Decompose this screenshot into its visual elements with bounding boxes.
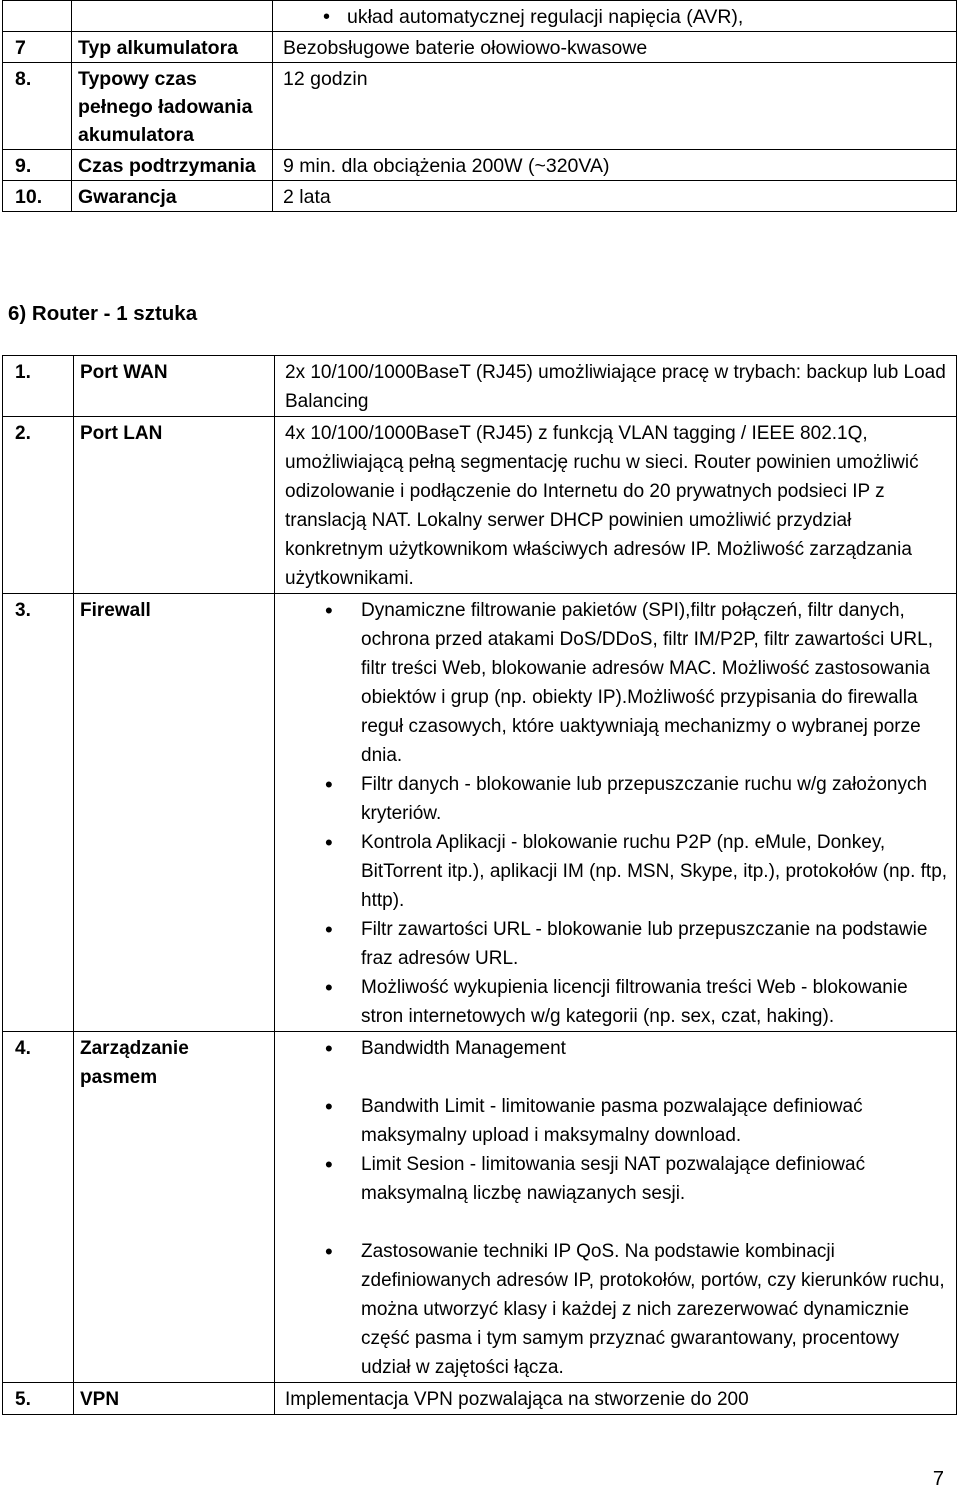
table-row: [3, 181, 957, 212]
row-value: Bezobsługowe baterie ołowiowo-kwasowe: [273, 32, 957, 63]
row-number: 5.: [3, 1383, 74, 1415]
list-item: • układ automatycznej regulacji napięcia (AVR),: [283, 3, 950, 31]
row-label: Gwarancja: [72, 181, 273, 212]
row-label: Port WAN: [74, 356, 275, 417]
row-value: 2x 10/100/1000BaseT (RJ45) umożliwiające pracę w trybach: backup lub Load Balancing: [275, 356, 957, 417]
table-row: [3, 63, 957, 150]
row-value: 2 lata: [273, 181, 957, 212]
row-label: Zarządzanie pasmem: [74, 1032, 275, 1383]
row-label: Typowy czas pełnego ładowania akumulatora: [72, 63, 273, 150]
bullet-list: [283, 3, 950, 31]
list-item: • Dynamiczne filtrowanie pakietów (SPI),filtr połączeń, filtr danych, ochrona przed atakami DoS/DDoS, filtr IM/P2P, filtr zawartości URL, filtr treści Web, blokowanie adresów MAC. Możliwość zastosowania obiektów i grup (np. obiekty IP).Możliwość przypisania do firewalla reguł czasowych, które uaktywniają mechanizmy o wybranej porze dnia.: [285, 596, 950, 770]
row-value: 12 godzin: [273, 63, 957, 150]
list-item: • Kontrola Aplikacji - blokowanie ruchu P2P (np. eMule, Donkey, BitTorrent itp.), aplikacji IM (np. MSN, Skype, itp.), protokołów (np. ftp, http).: [285, 828, 950, 915]
row-value: 9 min. dla obciążenia 200W (~320VA): [273, 150, 957, 181]
table-row: [3, 1032, 957, 1383]
row-label: Port LAN: [74, 417, 275, 594]
list-item: • Bandwith Limit - limitowanie pasma pozwalające definiować maksymalny upload i maksymalny download.: [285, 1092, 950, 1150]
table-row: [3, 356, 957, 417]
row-label: Typ alkumulatora: [72, 32, 273, 63]
bullet-list: [285, 596, 950, 1031]
list-item: • Możliwość wykupienia licencji filtrowania treści Web - blokowanie stron internetowych w/g kategorii (np. sex, czat, haking).: [285, 973, 950, 1031]
section-heading: 6) Router - 1 sztuka: [8, 302, 198, 325]
list-item: • Filtr danych - blokowanie lub przepuszczanie ruchu w/g założonych kryteriów.: [285, 770, 950, 828]
list-item: • Limit Sesion - limitowania sesji NAT pozwalające definiować maksymalną liczbę nawiązanych sesji.: [285, 1150, 950, 1208]
table-row: [3, 32, 957, 63]
row-value: Implementacja VPN pozwalająca na stworzenie do 200: [275, 1383, 957, 1415]
row-number: 7: [3, 32, 72, 63]
list-item: • Filtr zawartości URL - blokowanie lub przepuszczanie na podstawie fraz adresów URL.: [285, 915, 950, 973]
row-number: 2.: [3, 417, 74, 594]
table-row: [3, 1383, 957, 1415]
row-value: 4x 10/100/1000BaseT (RJ45) z funkcją VLAN tagging / IEEE 802.1Q, umożliwiającą pełną segmentację ruchu w sieci. Router powinien umożliwić odizolowanie i podłączenie do Internetu do 20 prywatnych podsieci IP z translacją NAT. Lokalny serwer DHCP powinien umożliwić przydział konkretnym użytkownikom właściwych adresów IP. Możliwość zarządzania użytkownikami.: [275, 417, 957, 594]
router-spec-table: [2, 355, 957, 1415]
table-row: [3, 594, 957, 1032]
row-number: 3.: [3, 594, 74, 1032]
table-row: [3, 417, 957, 594]
row-number: 4.: [3, 1032, 74, 1383]
page-number: 7: [932, 1468, 944, 1490]
row-label: Czas podtrzymania: [72, 150, 273, 181]
table-row: [3, 150, 957, 181]
list-item: • Zastosowanie techniki IP QoS. Na podstawie kombinacji zdefiniowanych adresów IP, protokołów, portów, czy kierunków ruchu, można utworzyć klasy i każdej z nich zarezerwować dynamicznie część pasma i tym samym przyznać gwarantowany, procentowy udział w zajętości łącza.: [285, 1237, 950, 1382]
row-number: 1.: [3, 356, 74, 417]
bullet-list: [285, 1034, 950, 1382]
row-number: 10.: [3, 181, 72, 212]
row-number: 8.: [3, 63, 72, 150]
ups-spec-table: [2, 0, 957, 212]
table-row: [3, 1, 957, 32]
row-label: VPN: [74, 1383, 275, 1415]
row-label: Firewall: [74, 594, 275, 1032]
list-item: • Bandwidth Management: [285, 1034, 950, 1063]
row-number: 9.: [3, 150, 72, 181]
